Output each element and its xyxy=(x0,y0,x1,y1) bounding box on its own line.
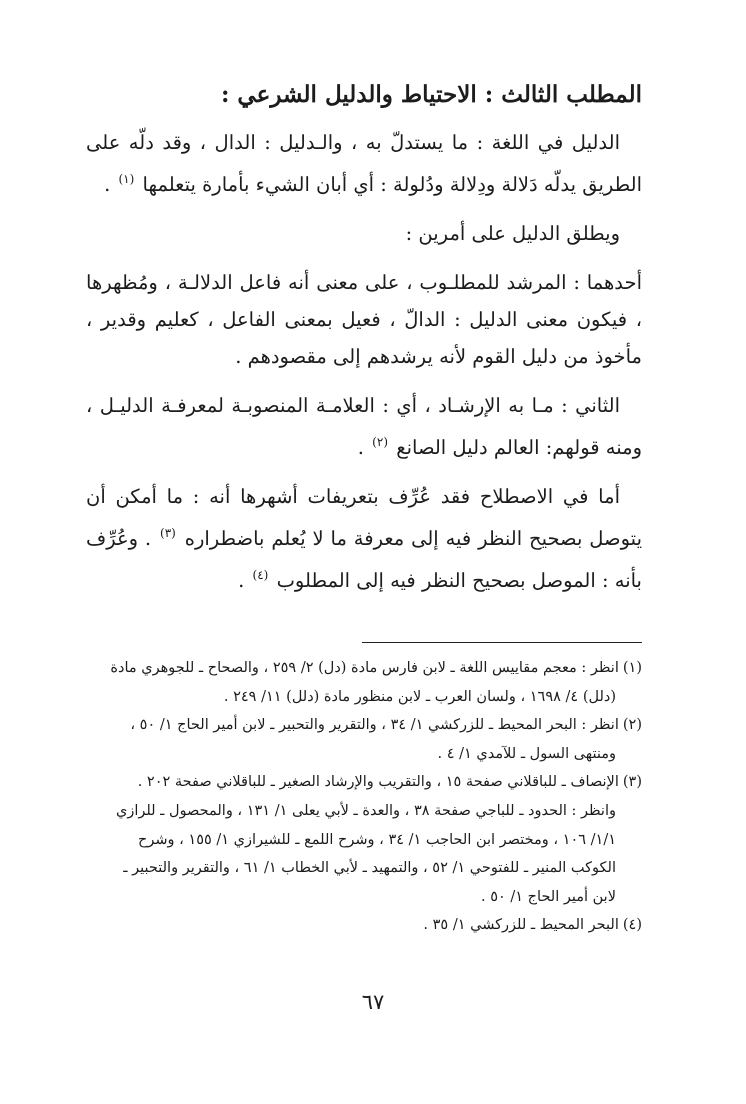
footnote-text: البحر المحيط ـ للزركشي ١/ ٣٥ . xyxy=(423,917,619,934)
footnote-ref: (١) xyxy=(118,172,135,186)
section-heading: المطلب الثالث : الاحتياط والدليل الشرعي : xyxy=(220,81,642,108)
sentence-end: . xyxy=(357,436,364,459)
footnote-text: الإنصاف ـ للباقلاني صفحة ١٥ ، والتقريب والإرشاد الصغير ـ للباقلاني صفحة ٢٠٢ . xyxy=(137,774,619,791)
paragraph-linguistic-definition xyxy=(86,124,642,203)
footnote-text: انظر : البحر المحيط ـ للزركشي ١/ ٣٤ ، والتقرير والتحبير ـ لابن أمير الحاج ١/ ٥٠ ، xyxy=(130,717,619,734)
paragraph-first-meaning: أحدهما : المرشد للمطلـوب ، على معنى أنه فاعل الدلالـة ، ومُظهرها ، فيكون معنى الدليل : الدالّ ، فعيل بمعنى الفاعل ، كعليم وقدير ، مأخوذ من دليل القوم لأنه يرشدهم إلى مقصودهم . xyxy=(86,271,642,368)
paragraph-technical-definition xyxy=(86,478,642,599)
footnote-number: (١) xyxy=(622,660,642,676)
paragraph-text: . وعُرِّف بأنه : الموصل بصحيح النظر فيه إلى المطلوب xyxy=(86,527,642,592)
footnote-continuation: ١/١/ ١٠٦ ، ومختصر ابن الحاجب ١/ ٣٤ ، وشرح اللمع ـ للشيرازي ١/ ١٥٥ ، وشرح xyxy=(137,831,616,848)
sentence-end: . xyxy=(104,173,111,196)
page-number: ٦٧ xyxy=(361,990,385,1014)
footnote-number: (٢) xyxy=(622,717,642,734)
footnote-number: (٤) xyxy=(622,917,642,934)
paragraph-text: الدليل في اللغة : ما يستدلّ به ، والـدليل : الدال ، وقد دلّه على الطريق يدلّه دَلالة ودِلالة ودُلولة : أي أبان الشيء بأمارة يتعلمها xyxy=(86,131,642,196)
footnote-ref: (٢) xyxy=(372,435,388,449)
footnote-continuation: ومنتهى السول ـ للآمدي ١/ ٤ . xyxy=(437,745,616,762)
footnote-2 xyxy=(86,711,642,768)
paragraph-text: أما في الاصطلاح فقد عُرِّف بتعريفات أشهرها أنه : ما أمكن أن يتوصل بصحيح النظر فيه إلى معرفة ما لا يُعلم باضطراره xyxy=(86,485,642,550)
footnote-continuation: (دلل) ٤/ ١٦٩٨ ، ولسان العرب ـ لابن منظور مادة (دلل) ١١/ ٢٤٩ . xyxy=(223,688,616,705)
body-text xyxy=(86,124,642,611)
footnote-continuation: وانظر : الحدود ـ للباجي صفحة ٣٨ ، والعدة ـ لأبي يعلى ١/ ١٣١ ، والمحصول ـ للرازي xyxy=(115,802,616,819)
footnote-divider xyxy=(362,642,642,643)
footnote-ref: (٤) xyxy=(252,568,269,582)
paragraph-text: الثاني : مـا به الإرشـاد ، أي : العلامـة المنصوبـة لمعرفـة الدليـل ، ومنه قولهم: العالم دليل الصانع xyxy=(86,394,642,459)
footnote-4 xyxy=(86,911,642,940)
footnote-number: (٣) xyxy=(622,774,642,791)
footnote-1 xyxy=(86,654,642,711)
footnote-continuation: الكوكب المنير ـ للفتوحي ١/ ٥٢ ، والتمهيد ـ لأبي الخطاب ١/ ٦١ ، والتقرير والتحبير ـ xyxy=(123,860,616,877)
paragraph-two-meanings: ويطلق الدليل على أمرين : xyxy=(405,222,620,245)
footnote-text: انظر : معجم مقاييس اللغة ـ لابن فارس مادة (دل) ٢/ ٢٥٩ ، والصحاح ـ للجوهري مادة xyxy=(110,660,619,676)
footnotes xyxy=(86,654,642,940)
footnote-continuation: لابن أمير الحاج ١/ ٥٠ . xyxy=(480,888,616,905)
sentence-end: . xyxy=(238,569,245,592)
footnote-3 xyxy=(86,768,642,911)
footnote-ref: (٣) xyxy=(160,526,176,540)
paragraph-second-meaning xyxy=(86,387,642,466)
